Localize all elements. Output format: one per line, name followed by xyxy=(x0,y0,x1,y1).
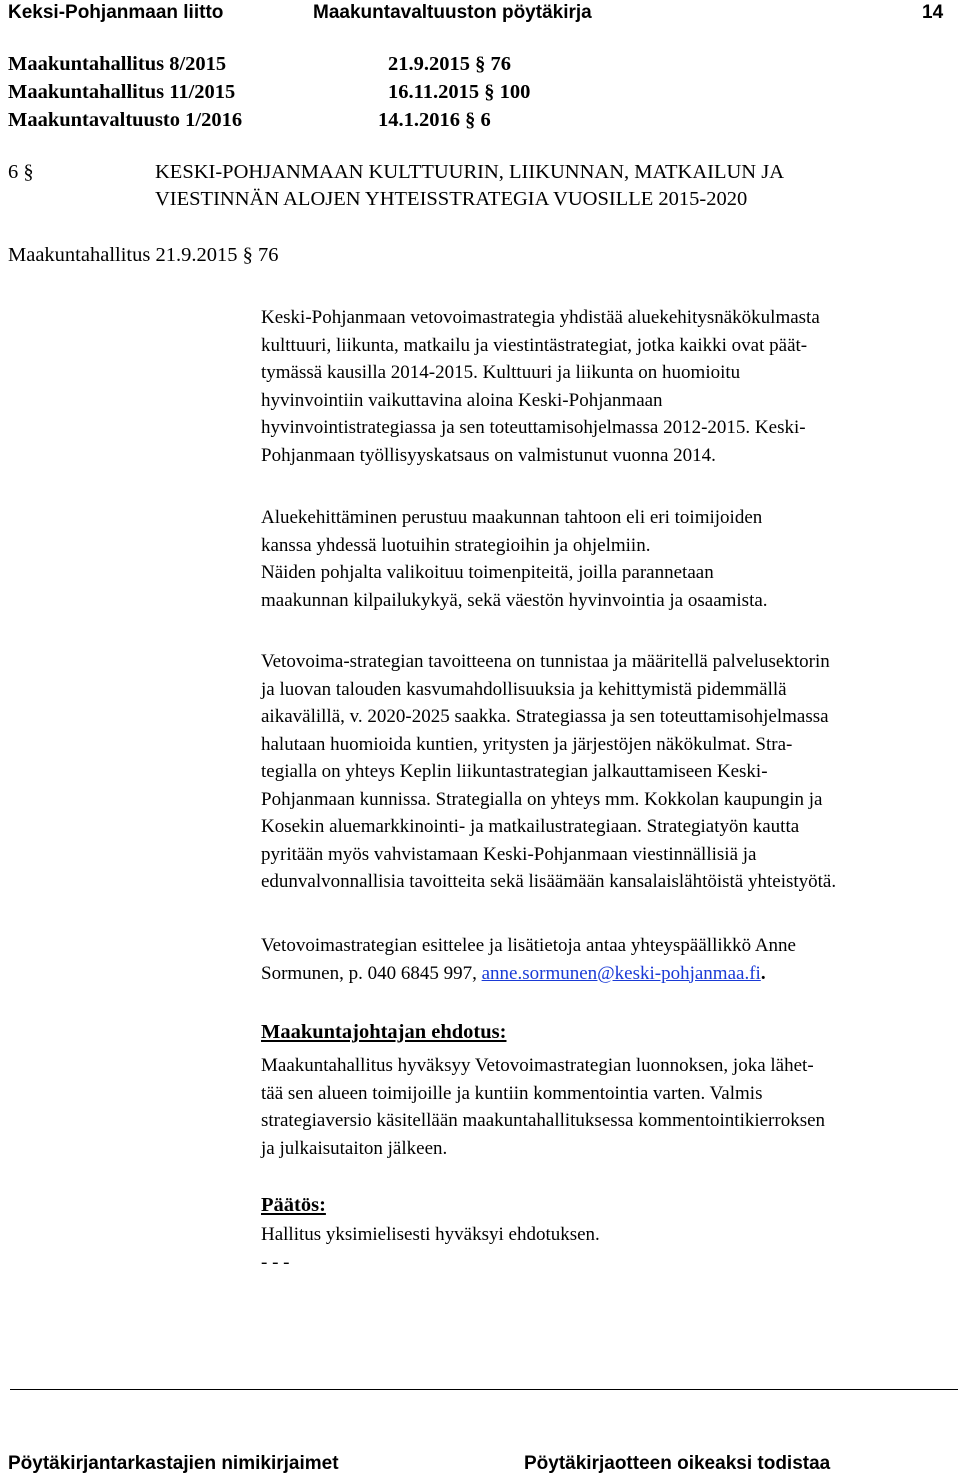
paragraph-line: Pohjanmaan kunnissa. Strategialla on yhteys mm. Kokkolan kaupungin ja xyxy=(261,788,823,810)
paragraph-line: Näiden pohjalta valikoituu toimenpiteitä, joilla parannetaan xyxy=(261,562,714,583)
proposal-text xyxy=(261,1052,951,1162)
paragraph-2 xyxy=(261,504,951,614)
page-number: 14 xyxy=(922,2,944,23)
contact-prefix: Sormunen, p. 040 6845 997, xyxy=(261,962,482,984)
footer-certification-label: Pöytäkirjaotteen oikeaksi todistaa xyxy=(524,1453,831,1474)
paragraph-line: edunvalvonnallisia tavoitteita sekä lisäämään kansalaislähtöistä yhteistyötä. xyxy=(261,871,837,892)
proposal-line: strategiaversio käsitellään maakuntahallituksessa kommentointikierroksen xyxy=(261,1110,826,1131)
section-title-line-2: VIESTINNÄN ALOJEN YHTEISSTRATEGIA VUOSILLE 2015-2020 xyxy=(155,188,748,210)
contact-email-link[interactable]: anne.sormunen@keski-pohjanmaa.fi xyxy=(481,962,761,984)
paragraph-line: pyritään myös vahvistamaan Keski-Pohjanmaan viestinnällisiä ja xyxy=(261,843,757,865)
footer-initials-label: Pöytäkirjantarkastajien nimikirjaimet xyxy=(8,1453,339,1474)
paragraph-line: Keski-Pohjanmaan vetovoimastrategia yhdistää aluekehitysnäkökulmasta xyxy=(261,307,820,328)
paragraph-line: Kosekin aluemarkkinointi- ja matkailustrategiaan. Strategiatyön kautta xyxy=(261,816,800,837)
contact-line xyxy=(261,960,951,988)
paragraph-line: Aluekehittäminen perustuu maakunnan tahtoon eli eri toimijoiden xyxy=(261,507,763,528)
section-sign-icon: § xyxy=(237,244,258,266)
document-title: Maakuntavaltuuston pöytäkirja xyxy=(313,2,592,23)
decision-end-mark: - - - xyxy=(261,1252,290,1273)
paragraph-line: kulttuuri, liikunta, matkailu ja viestintästrategiat, jotka kaikki ovat päät- xyxy=(261,334,808,356)
paragraph-line: aikavälillä, v. 2020-2025 saakka. Strategiassa ja sen toteuttamisohjelmassa xyxy=(261,706,829,727)
meeting-subheading: Maakuntahallitus 21.9.2015 § 76 xyxy=(8,244,279,266)
history-ref-3: 14.1.2016 § 6 xyxy=(378,109,491,131)
footer-divider xyxy=(10,1389,958,1390)
paragraph-line: tymässä kausilla 2014-2015. Kulttuuri ja liikunta on huomioitu xyxy=(261,362,741,383)
history-body-1: Maakuntahallitus 8/2015 xyxy=(8,53,227,75)
section-sign-icon: § xyxy=(18,161,34,183)
section-sign-icon: § xyxy=(479,81,500,103)
section-sign-icon: § xyxy=(470,53,491,75)
proposal-line: Maakuntahallitus hyväksyy Vetovoimastrategian luonnoksen, joka lähet- xyxy=(261,1055,814,1076)
paragraph-line: Vetovoima-strategian tavoitteena on tunnistaa ja määritellä palvelusektorin xyxy=(261,651,830,672)
paragraph-line: hyvinvointiin vaikuttavina aloina Keski-Pohjanmaan xyxy=(261,389,663,411)
section-title-line-1: KESKI-POHJANMAAN KULTTUURIN, LIIKUNNAN, MATKAILUN JA xyxy=(155,161,785,183)
paragraph-line: Pohjanmaan työllisyyskatsaus on valmistunut vuonna 2014. xyxy=(261,444,716,466)
decision-text: Hallitus yksimielisesti hyväksyi ehdotuksen. xyxy=(261,1224,600,1245)
paragraph-line: hyvinvointistrategiassa ja sen toteuttamisohjelmassa 2012-2015. Keski- xyxy=(261,417,806,438)
section-number: 6 § xyxy=(8,161,34,183)
paragraph-line: Vetovoimastrategian esittelee ja lisätietoja antaa yhteyspäällikkö Anne xyxy=(261,935,796,956)
section-sign-icon: § xyxy=(460,109,481,131)
proposal-line: tää sen alueen toimijoille ja kuntiin kommentointia varten. Valmis xyxy=(261,1082,763,1104)
paragraph-3 xyxy=(261,648,951,896)
paragraph-line: kanssa yhdessä luotuihin strategioihin ja ohjelmiin. xyxy=(261,534,651,556)
decision-heading: Päätös: xyxy=(261,1194,326,1216)
paragraph-line: halutaan huomioida kuntien, yritysten ja järjestöjen näkökulmat. Stra- xyxy=(261,733,793,755)
proposal-heading: Maakuntajohtajan ehdotus: xyxy=(261,1021,507,1043)
history-ref-1: 21.9.2015 § 76 xyxy=(388,53,511,75)
proposal-line: ja julkaisutaiton jälkeen. xyxy=(261,1137,448,1159)
paragraph-1 xyxy=(261,304,951,469)
paragraph-contact xyxy=(261,932,951,987)
paragraph-line: ja luovan talouden kasvumahdollisuuksia ja kehittymistä pidemmällä xyxy=(261,678,787,700)
history-body-3: Maakuntavaltuusto 1/2016 xyxy=(8,109,243,131)
paragraph-line: maakunnan kilpailukykyä, sekä väestön hyvinvointia ja osaamista. xyxy=(261,589,768,611)
paragraph-line: tegialla on yhteys Keplin liikuntastrategian jalkauttamiseen Keski- xyxy=(261,761,768,782)
contact-suffix: . xyxy=(760,962,766,984)
organization-name: Keksi-Pohjanmaan liitto xyxy=(8,2,224,23)
history-ref-2: 16.11.2015 § 100 xyxy=(388,81,531,103)
history-body-2: Maakuntahallitus 11/2015 xyxy=(8,81,236,103)
